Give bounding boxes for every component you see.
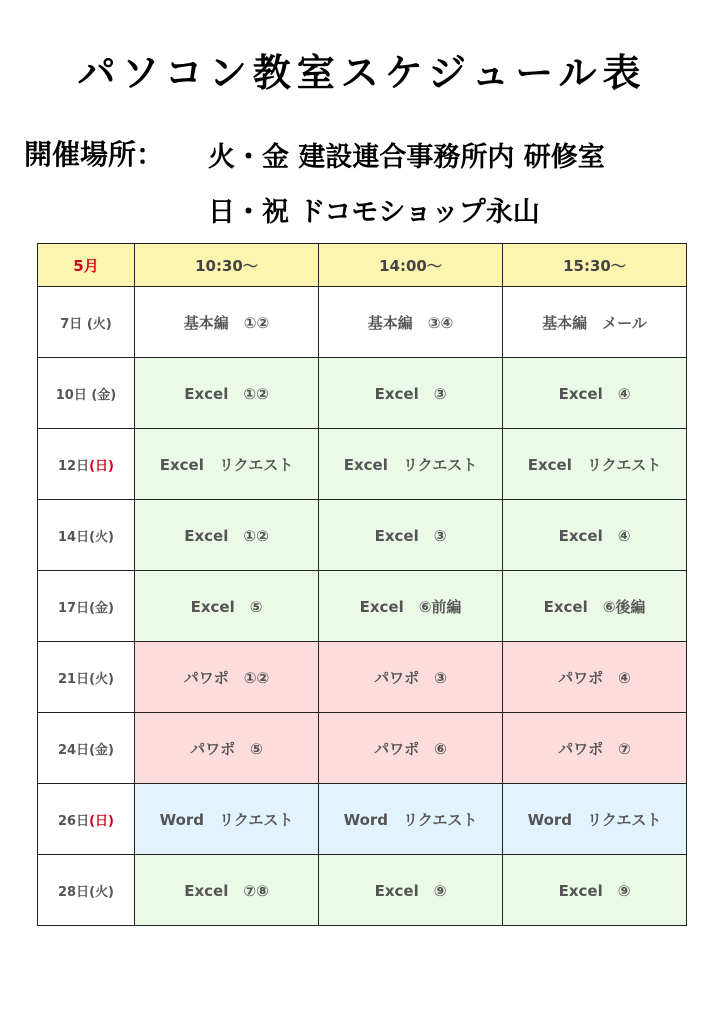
class-cell: Excel ④	[503, 500, 687, 571]
holiday-day-text: (日)	[89, 458, 114, 474]
class-cell: パワポ ⑦	[503, 713, 687, 784]
class-cell: Excel ④	[503, 358, 687, 429]
date-text: 26日	[58, 813, 90, 829]
date-cell: 10日 (金)	[38, 358, 135, 429]
date-text: 12日	[58, 458, 90, 474]
venue-line-holiday: 日・祝 ドコモショップ永山	[208, 197, 540, 228]
table-row	[38, 642, 687, 713]
class-cell: Excel リクエスト	[319, 429, 503, 500]
table-row	[38, 358, 687, 429]
table-row	[38, 429, 687, 500]
class-cell: Word リクエスト	[135, 784, 319, 855]
date-cell: 7日 (火)	[38, 287, 135, 358]
class-cell: Excel ⑨	[319, 855, 503, 926]
class-cell: Word リクエスト	[503, 784, 687, 855]
time-header: 10:30〜	[135, 244, 319, 287]
table-row	[38, 287, 687, 358]
class-cell: パワポ ④	[503, 642, 687, 713]
date-cell: 28日(火)	[38, 855, 135, 926]
class-cell: Excel ⑥前編	[319, 571, 503, 642]
venue-label: 開催場所：	[24, 138, 165, 171]
page-title: パソコン教室スケジュール表	[77, 50, 647, 95]
schedule-table	[37, 243, 687, 926]
class-cell: 基本編 ①②	[135, 287, 319, 358]
class-cell: Excel ③	[319, 500, 503, 571]
class-cell: 基本編 メール	[503, 287, 687, 358]
class-cell: Excel ①②	[135, 358, 319, 429]
table-row	[38, 500, 687, 571]
class-cell: パワポ ①②	[135, 642, 319, 713]
month-header: 5月	[38, 244, 135, 287]
time-header: 15:30〜	[503, 244, 687, 287]
date-cell: 17日(金)	[38, 571, 135, 642]
class-cell: パワポ ⑥	[319, 713, 503, 784]
class-cell: Word リクエスト	[319, 784, 503, 855]
class-cell: Excel ①②	[135, 500, 319, 571]
class-cell: Excel ⑤	[135, 571, 319, 642]
class-cell: Excel ③	[319, 358, 503, 429]
class-cell: Excel ⑦⑧	[135, 855, 319, 926]
table-row	[38, 855, 687, 926]
class-cell: パワポ ⑤	[135, 713, 319, 784]
class-cell: Excel ⑨	[503, 855, 687, 926]
date-cell: 21日(火)	[38, 642, 135, 713]
date-cell	[38, 784, 135, 855]
date-cell	[38, 429, 135, 500]
time-header: 14:00〜	[319, 244, 503, 287]
class-cell: パワポ ③	[319, 642, 503, 713]
table-row	[38, 571, 687, 642]
date-cell: 14日(火)	[38, 500, 135, 571]
venue-line-weekday: 火・金 建設連合事務所内 研修室	[208, 142, 605, 173]
table-row	[38, 713, 687, 784]
class-cell: Excel リクエスト	[503, 429, 687, 500]
holiday-day-text: (日)	[89, 813, 114, 829]
class-cell: Excel リクエスト	[135, 429, 319, 500]
table-row	[38, 784, 687, 855]
class-cell: 基本編 ③④	[319, 287, 503, 358]
class-cell: Excel ⑥後編	[503, 571, 687, 642]
date-cell: 24日(金)	[38, 713, 135, 784]
header-row	[38, 244, 687, 287]
